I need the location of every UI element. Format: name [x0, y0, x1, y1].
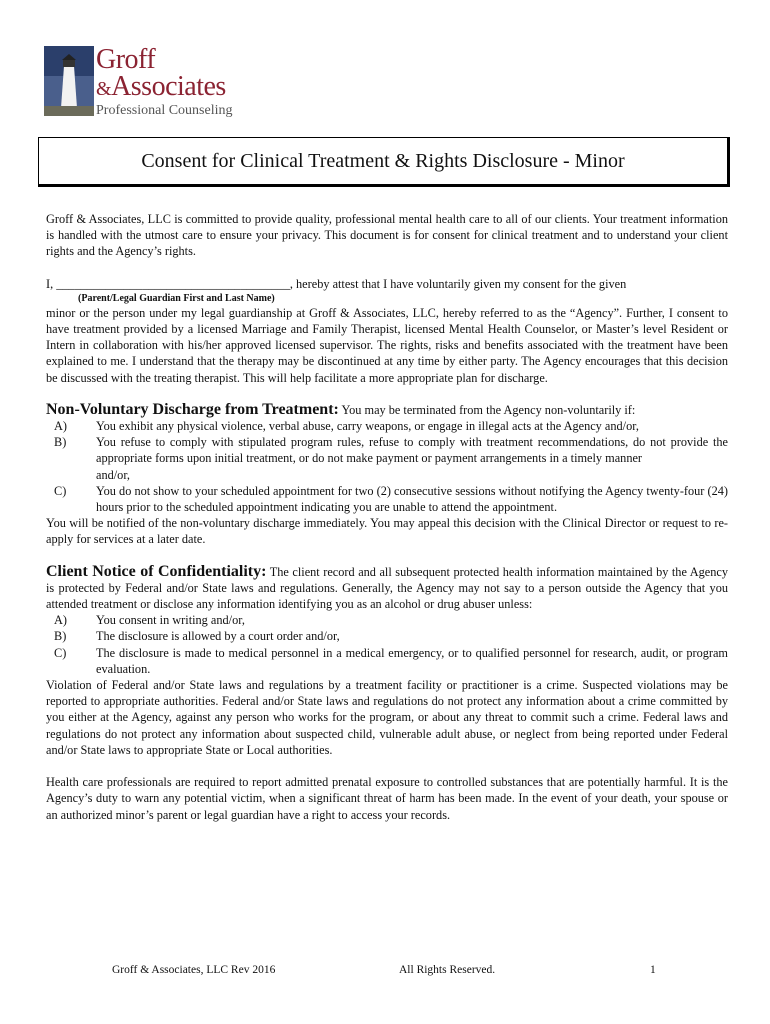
logo-tagline: Professional Counseling [96, 103, 233, 118]
footer-rights: All Rights Reserved. [399, 964, 496, 976]
footer-page-number: 1 [650, 964, 656, 976]
violation-paragraph: Violation of Federal and/or State laws and regulations by a treatment facility or practitioner is a crime. Suspected violations may be reported to appropriate authorities. Federal and/or State laws and regulations do not protect any information about a crime committed by you either at the Agency, against any person who works for the program, or about any threat to commit such a crime. Federal laws and regulations do not protect any information about suspected child, vulnerable adult abuse, or neglect from being reported under Federal and/or State laws to appropriate State or Local authorities. [46, 678, 728, 757]
intro-paragraph: Groff & Associates, LLC is committed to provide quality, professional mental health care to all of our clients. Your treatment information is handled with the utmost care to ensure your privacy. This document is for consent for clinical treatment and to understand your client rights and the Agency’s rights. [46, 212, 728, 259]
list-item: B) You refuse to comply with stipulated program rules, refuse to comply with treatment recommendations, do not provide the appropriate forms upon initial treatment, or do not make payment or payment arrangements in a timely manner [54, 435, 728, 466]
discharge-lead: You may be terminated from the Agency non-voluntarily if: [341, 402, 636, 417]
list-item: and/or, [96, 467, 130, 482]
health-care-paragraph: Health care professionals are required to report admitted prenatal exposure to controlled substances that are potentially harmful. It is the Agency’s duty to warn any potential victim, when a significant threat of harm has been made. In the event of your death, your spouse or an authorized minor’s parent or legal guardian have a right to access your records. [46, 775, 728, 822]
logo-wordmark [96, 46, 233, 120]
attest-line: I, ______________________________________, hereby attest that I have voluntarily given my consent for the given [46, 276, 627, 291]
logo-groff: Groff [96, 44, 156, 75]
confidentiality-paragraph [46, 564, 728, 613]
list-item: A) You exhibit any physical violence, verbal abuse, carry weapons, or engage in illegal acts at the Agency and/or, [54, 419, 639, 434]
document-body [46, 211, 728, 823]
confidentiality-list [46, 612, 728, 677]
discharge-notice: You will be notified of the non-voluntary discharge immediately. You may appeal this decision with the Clinical Director or request to re-apply for services at a later date. [46, 516, 728, 547]
discharge-list [46, 418, 728, 515]
logo-associates: &Associates [96, 71, 226, 102]
discharge-heading: Non-Voluntary Discharge from Treatment: [46, 400, 339, 418]
confidentiality-heading: Client Notice of Confidentiality: [46, 562, 267, 580]
guardian-name-label: (Parent/Legal Guardian First and Last Name) [78, 292, 275, 304]
list-item: C) The disclosure is made to medical personnel in a medical emergency, or to qualified personnel for research, audit, or program evaluation. [54, 645, 728, 676]
consent-paragraph: minor or the person under my legal guardianship at Groff & Associates, LLC, hereby referred to as the “Agency”. Further, I consent to have treatment provided by a licensed Marriage and Family Therapist, licensed Mental Health Counselor, or Master’s level Resident or Intern in collaboration with his/her approved licensed supervisor. The rights, risks and benefits associated with the treatment have been explained to me. I understand that the therapy may be discontinued at any time by either party. The Agency encourages that this decision be discussed with the treating therapist. This will help facilitate a more appropriate plan for discharge. [46, 305, 728, 385]
list-item: A) You consent in writing and/or, [54, 613, 245, 628]
list-item: B) The disclosure is allowed by a court order and/or, [54, 629, 340, 644]
list-item: C) You do not show to your scheduled appointment for two (2) consecutive sessions without notifying the Agency twenty-four (24) hours prior to the scheduled appointment indicating you are unable to attend the appointment. [54, 483, 728, 515]
document-title: Consent for Clinical Treatment & Rights Disclosure - Minor [38, 137, 730, 187]
footer-revision: Groff & Associates, LLC Rev 2016 [112, 964, 276, 976]
confidentiality-lead: The client record and all subsequent protected health information maintained by the Agency is protected by Federal and/or State laws and regulations. Generally, the Agency may not say to a person outside the Agency that you attended treatment or disclose any information identifying you as an alcohol or drug abuser unless: [46, 564, 729, 612]
discharge-heading-line [46, 402, 728, 418]
